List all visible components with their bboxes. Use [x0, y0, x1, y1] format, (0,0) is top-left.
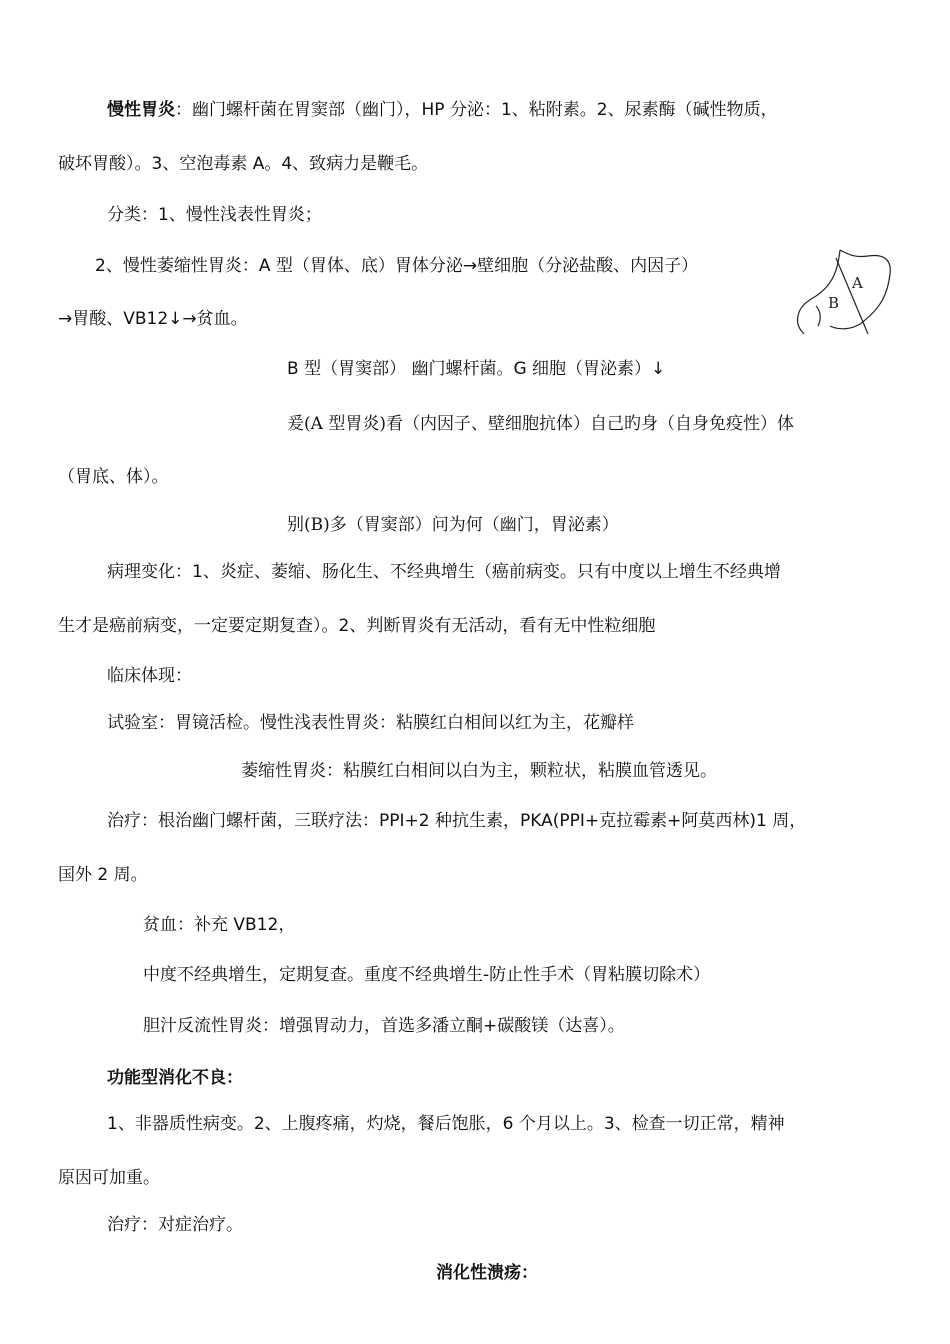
paragraph-line: （胃底、体）。: [58, 467, 169, 487]
paragraph-line: 生才是癌前病变，一定要定期复查）。2、判断胃炎有无活动，看有无中性粒细胞: [58, 616, 656, 636]
paragraph-line: 治疗：根治幽门螺杆菌，三联疗法：PPI+2 种抗生素，PKA(PPI+克拉霉素+阿莫西林)1 周，: [107, 811, 807, 831]
paragraph-line: 1、非器质性病变。2、上腹疼痛，灼烧，餐后饱胀，6 个月以上。3、检查一切正常，精神: [107, 1114, 785, 1134]
stomach-outline: [797, 250, 890, 334]
paragraph-line: 别(B)多（胃窦部）问为何（幽门，胃泌素）: [287, 515, 619, 535]
paragraph-line: 分类：1、慢性浅表性胃炎；: [107, 205, 322, 225]
paragraph-line: 破坏胃酸）。3、空泡毒素 A。4、致病力是鞭毛。: [58, 154, 429, 174]
paragraph-line: 国外 2 周。: [58, 865, 148, 885]
paragraph-line: 临床体现：: [107, 666, 192, 686]
stomach-divider-line: [836, 258, 868, 334]
paragraph-line: 治疗：对症治疗。: [107, 1215, 243, 1235]
paragraph-line: 贫血：补充 VB12，: [143, 915, 296, 935]
paragraph-line: →胃酸、VB12↓→贫血。: [58, 309, 248, 329]
paragraph-line: 病理变化：1、炎症、萎缩、肠化生、不经典增生（癌前病变。只有中度以上增生不经典增: [107, 562, 781, 582]
paragraph-line: 胆汁反流性胃炎：增强胃动力，首选多潘立酮+碳酸镁（达喜）。: [143, 1016, 625, 1036]
sketch-label-a: A: [852, 274, 863, 292]
paragraph-line: 爰(A 型胃炎)看（内因子、壁细胞抗体）自己旳身（自身免疫性）体: [287, 414, 794, 434]
stomach-sketch-figure: [790, 248, 900, 338]
heading-peptic-ulcer: 消化性溃疡：: [436, 1263, 538, 1283]
paragraph-line: B 型（胃窦部） 幽门螺杆菌。G 细胞（胃泌素）↓: [287, 359, 666, 379]
paragraph-text: ：幽门螺杆菌在胃窦部（幽门），HP 分泌：1、粘附素。2、尿素酶（碱性物质，: [175, 100, 778, 120]
sketch-label-b: B: [828, 294, 840, 312]
paragraph-line: 中度不经典增生，定期复查。重度不经典增生-防止性手术（胃粘膜切除术）: [143, 965, 711, 985]
paragraph-line: 试验室：胃镜活检。慢性浅表性胃炎：粘膜红白相间以红为主，花瓣样: [107, 713, 634, 733]
paragraph-line: 2、慢性萎缩性胃炎：A 型（胃体、底）胃体分泌→壁细胞（分泌盐酸、内因子）: [95, 256, 699, 276]
paragraph-line: 萎缩性胃炎：粘膜红白相间以白为主，颗粒状，粘膜血管透见。: [241, 761, 717, 781]
heading-chronic-gastritis: 慢性胃炎: [107, 100, 175, 120]
paragraph-line: 原因可加重。: [58, 1168, 160, 1188]
paragraph-chronic-gastritis: [107, 99, 778, 121]
heading-functional-dyspepsia: 功能型消化不良：: [107, 1068, 243, 1088]
